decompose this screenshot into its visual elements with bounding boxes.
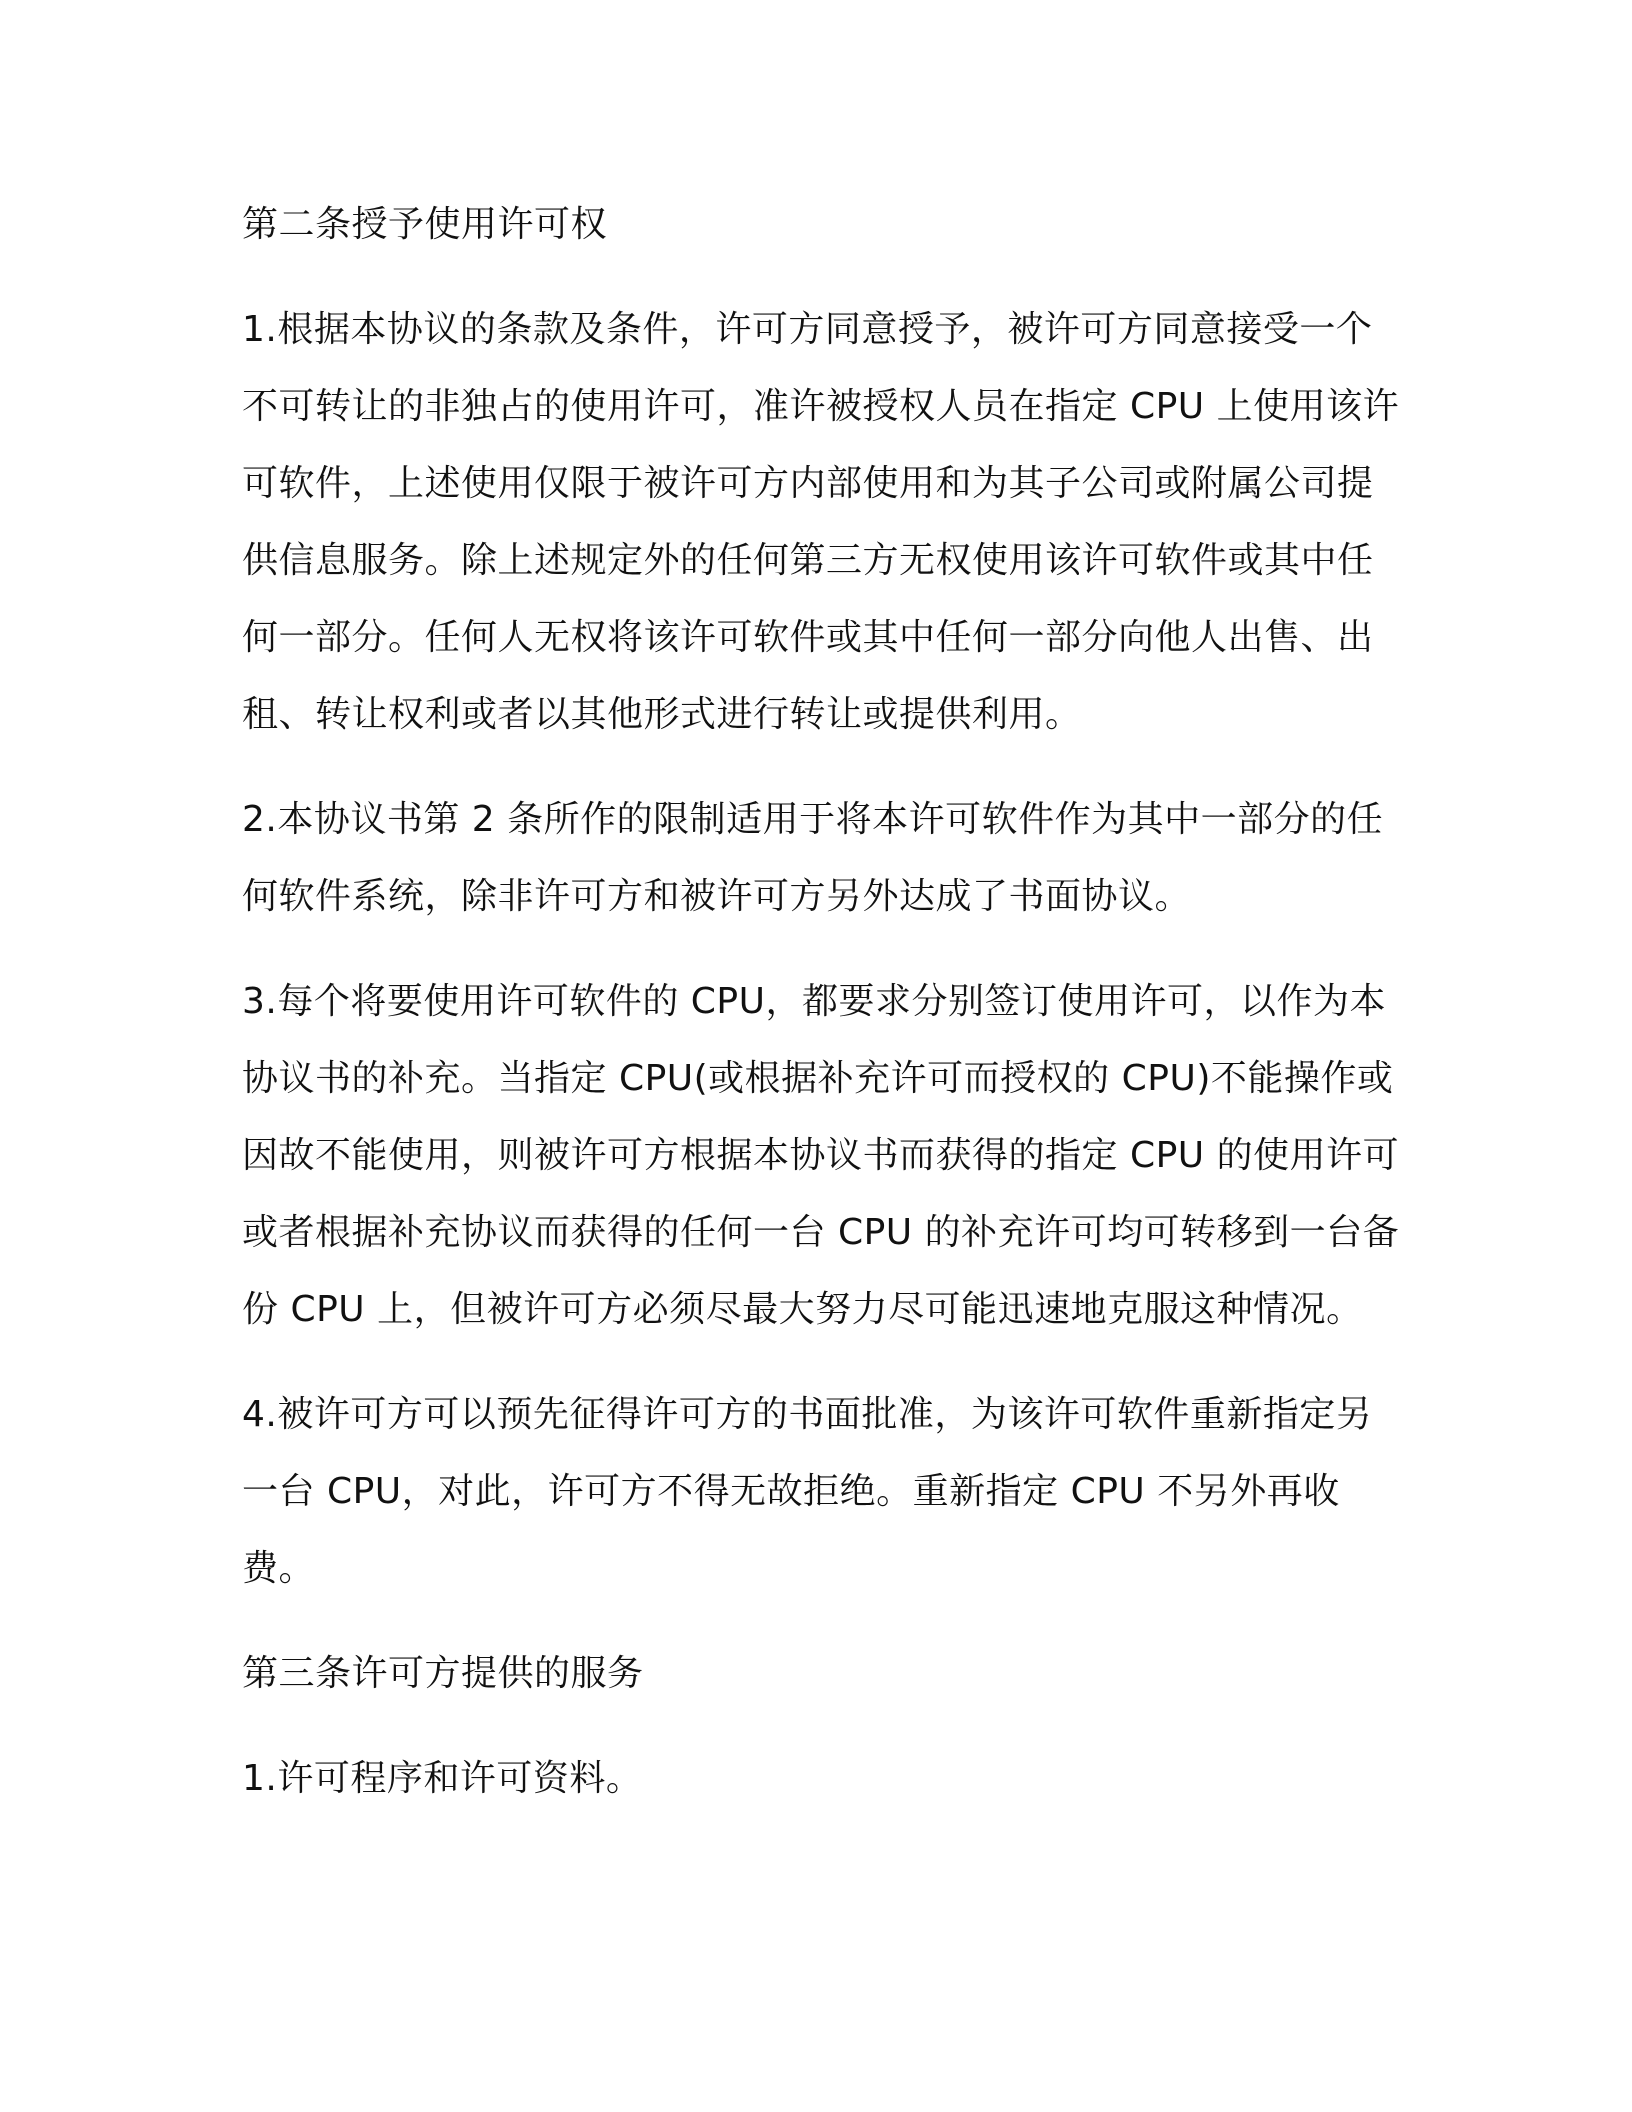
section-heading-article-3: 第三条许可方提供的服务 [242,1653,644,1694]
clause-2-4: 4.被许可方可以预先征得许可方的书面批准，为该许可软件重新指定另一台 CPU，对此，许可方不得无故拒绝。重新指定 CPU 不另外再收费。 [242,1394,1373,1589]
clause-3-1: 1.许可程序和许可资料。 [242,1758,643,1799]
clause-2-3: 3.每个将要使用许可软件的 CPU，都要求分别签订使用许可，以作为本协议书的补充。当指定 CPU(或根据补充许可而授权的 CPU)不能操作或因故不能使用，则被许可方根据本协议书而获得的指定 CPU 的使用许可或者根据补充协议而获得的任何一台 CPU 的补充许可均可转移到一台备份 CPU 上，但被许可方必须尽最大努力尽可能迅速地克服这种情况。 [242,981,1400,1330]
section-heading-article-2: 第二条授予使用许可权 [242,204,608,245]
clause-2-2: 2.本协议书第 2 条所作的限制适用于将本许可软件作为其中一部分的任何软件系统，除非许可方和被许可方另外达成了书面协议。 [242,799,1384,917]
clause-2-1: 1.根据本协议的条款及条件，许可方同意授予，被许可方同意接受一个不可转让的非独占的使用许可，准许被授权人员在指定 CPU 上使用该许可软件，上述使用仅限于被许可方内部使用和为其子公司或附属公司提供信息服务。除上述规定外的任何第三方无权使用该许可软件或其中任何一部分。任何人无权将该许可软件或其中任何一部分向他人出售、出租、转让权利或者以其他形式进行转让或提供利用。 [242,309,1400,735]
document-body [242,186,1402,1845]
